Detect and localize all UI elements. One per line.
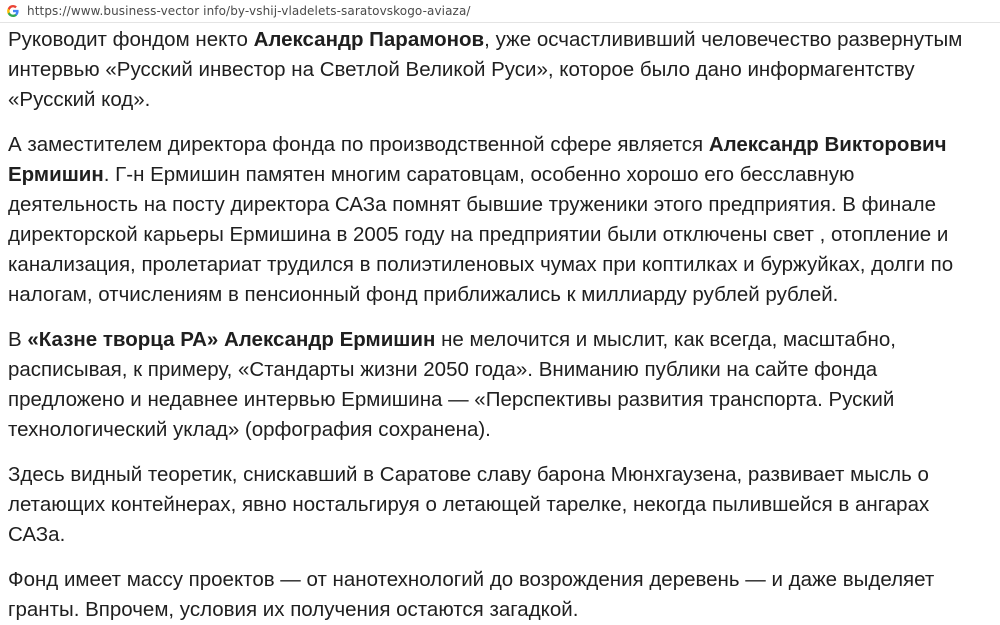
paragraph-1 [8, 25, 990, 115]
p3-text-c: не мелочится и мыслит, как всегда, масштабно, расписывая, к примеру, «Стандарты жизни 2050 года». Вниманию публики на сайте фонда предложено и недавнее интервью Ермишина — «Перспективы развития транспорта. Руский технологический уклад» (орфография сохранена). [8, 328, 896, 441]
p1-text-c: , уже осчастлививший человечество развернутым интервью «Русский инвестор на Светлой Великой Руси», которое было дано информагентству «Русский код». [8, 28, 963, 111]
p2-bold-name: Александр Викторович Ермишин [8, 133, 947, 186]
p3-text-a: В [8, 328, 28, 351]
paragraph-4: Здесь видный теоретик, снискавший в Саратове славу барона Мюнхгаузена, развивает мысль о летающих контейнерах, явно ностальгируя о летающей тарелке, некогда пылившейся в ангарах САЗа. [8, 463, 930, 546]
url-text[interactable]: https://www.business-vector info/by-vshij-vladelets-saratovskogo-aviaza/ [27, 4, 471, 18]
paragraph-5: Фонд имеет массу проектов — от нанотехнологий до возрождения деревень — и даже выделяет гранты. Впрочем, условия их получения остаются загадкой. [8, 568, 935, 621]
p1-text-a: Руководит фондом некто [8, 28, 254, 51]
p1-bold-name: Александр Парамонов [253, 28, 485, 51]
p2-text-a: А заместителем директора фонда по производственной сфере является [8, 133, 709, 156]
paragraph-2 [8, 130, 990, 310]
p2-text-c: . Г-н Ермишин памятен многим саратовцам, особенно хорошо его бесславную деятельность на посту директора САЗа помнят бывшие труженики этого предприятия. В финале директорской карьеры Ермишина в 2005 году на предприятии были отключены свет , отопление и канализация, пролетариат трудился в полиэтиленовых чумах при коптилках и буржуйках, долги по налогам, отчислениям в пенсионный фонд приближались к миллиарду рублей рублей. [8, 163, 954, 306]
article-body [0, 23, 1000, 625]
address-bar[interactable] [0, 0, 1000, 23]
p3-bold-name: «Казне творца РА» Александр Ермишин [27, 328, 436, 351]
google-g-icon [6, 4, 20, 18]
paragraph-3 [8, 325, 990, 445]
